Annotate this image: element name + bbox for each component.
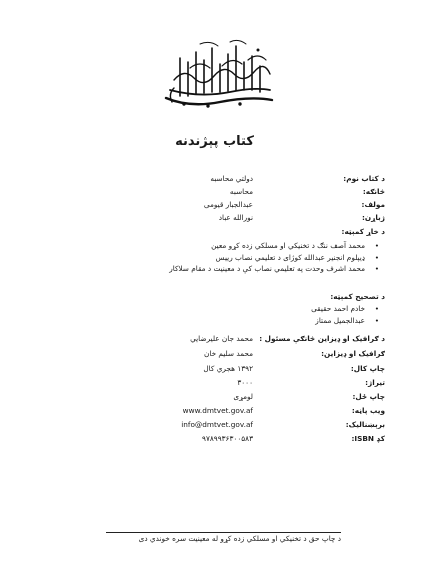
field-department (229, 187, 385, 197)
field-website (182, 406, 385, 416)
field-label: ګرافيک او ډيزاين: (321, 349, 385, 358)
field-book-name (210, 174, 385, 184)
field-label: ويب پاڼه: (351, 406, 385, 415)
copyright-notice: د چاپ حق د تخنيکي او مسلکي زده کړو له معينيت سره خوندي دی (138, 534, 341, 543)
field-circulation (237, 378, 385, 388)
field-value: نورالله عباد (218, 213, 253, 222)
field-label: مولف: (361, 200, 385, 209)
field-value: ۳۰۰۰ (237, 378, 253, 387)
field-label: د کتاب نوم: (343, 174, 385, 183)
basmala-calligraphy-icon (160, 38, 278, 110)
field-label: کډ ISBN: (351, 434, 385, 443)
field-label: چاپ ځل: (352, 392, 385, 401)
review-committee-heading (342, 227, 385, 237)
list-item: • محمد آصف ننګ د تخنيکي او مسلکي زده کړو معين (169, 240, 385, 252)
list-item: • محمد اشرف وحدت په تعليمي نصاب کې د معينيت د مقام سلاکار (169, 263, 385, 275)
field-graphics-head (190, 334, 385, 344)
field-label: چاپ کال: (350, 364, 385, 373)
field-label: ژباړن: (361, 213, 385, 222)
field-value: محمد سليم خان (204, 349, 253, 358)
review-committee-list (169, 240, 385, 275)
field-print-year (203, 364, 385, 374)
section-label: د تصحیح کمېټه: (330, 292, 385, 301)
footer-divider (106, 532, 341, 533)
list-item: • عبدالجمیل ممتاز (311, 315, 385, 327)
page-title: کتاب پېژندنه (175, 134, 254, 149)
field-graphics-design (204, 349, 385, 359)
field-value: ۱۳۹۲ هجري کال (203, 364, 253, 373)
field-label: د ګرافيک او ډيزاين څانګې مسئول : (259, 334, 385, 343)
field-value: محمد جان عليرضايي (190, 334, 253, 343)
field-value: دولتي محاسبه (210, 174, 253, 183)
field-label: برېښناليک: (345, 420, 385, 429)
list-item: • خادم احمد حقیقی (311, 303, 385, 315)
field-email (181, 420, 385, 430)
field-label: څانګه: (362, 187, 385, 196)
section-label: د خاړ کمېټه: (341, 227, 385, 236)
field-translator (218, 213, 385, 223)
field-isbn (202, 434, 385, 444)
field-edition (233, 392, 385, 402)
email-link[interactable]: info@dmtvet.gov.af (181, 420, 253, 429)
list-item: • ډيپلوم انجنير عبدالله کوژای د تعليمي نصاب رييس (169, 252, 385, 264)
field-label: تیراژ: (365, 378, 385, 387)
field-value: محاسبه (229, 187, 253, 196)
field-value: ۹۷۸۹۹۳۶۳۰۰۵۸۳ (202, 434, 253, 443)
field-value: عبدالجبار قیومی (203, 200, 253, 209)
correction-committee-list (311, 303, 385, 326)
website-link[interactable]: www.dmtvet.gov.af (182, 406, 253, 415)
field-author (203, 200, 385, 210)
correction-committee-heading (330, 292, 385, 302)
field-value: لومړی (233, 392, 253, 401)
